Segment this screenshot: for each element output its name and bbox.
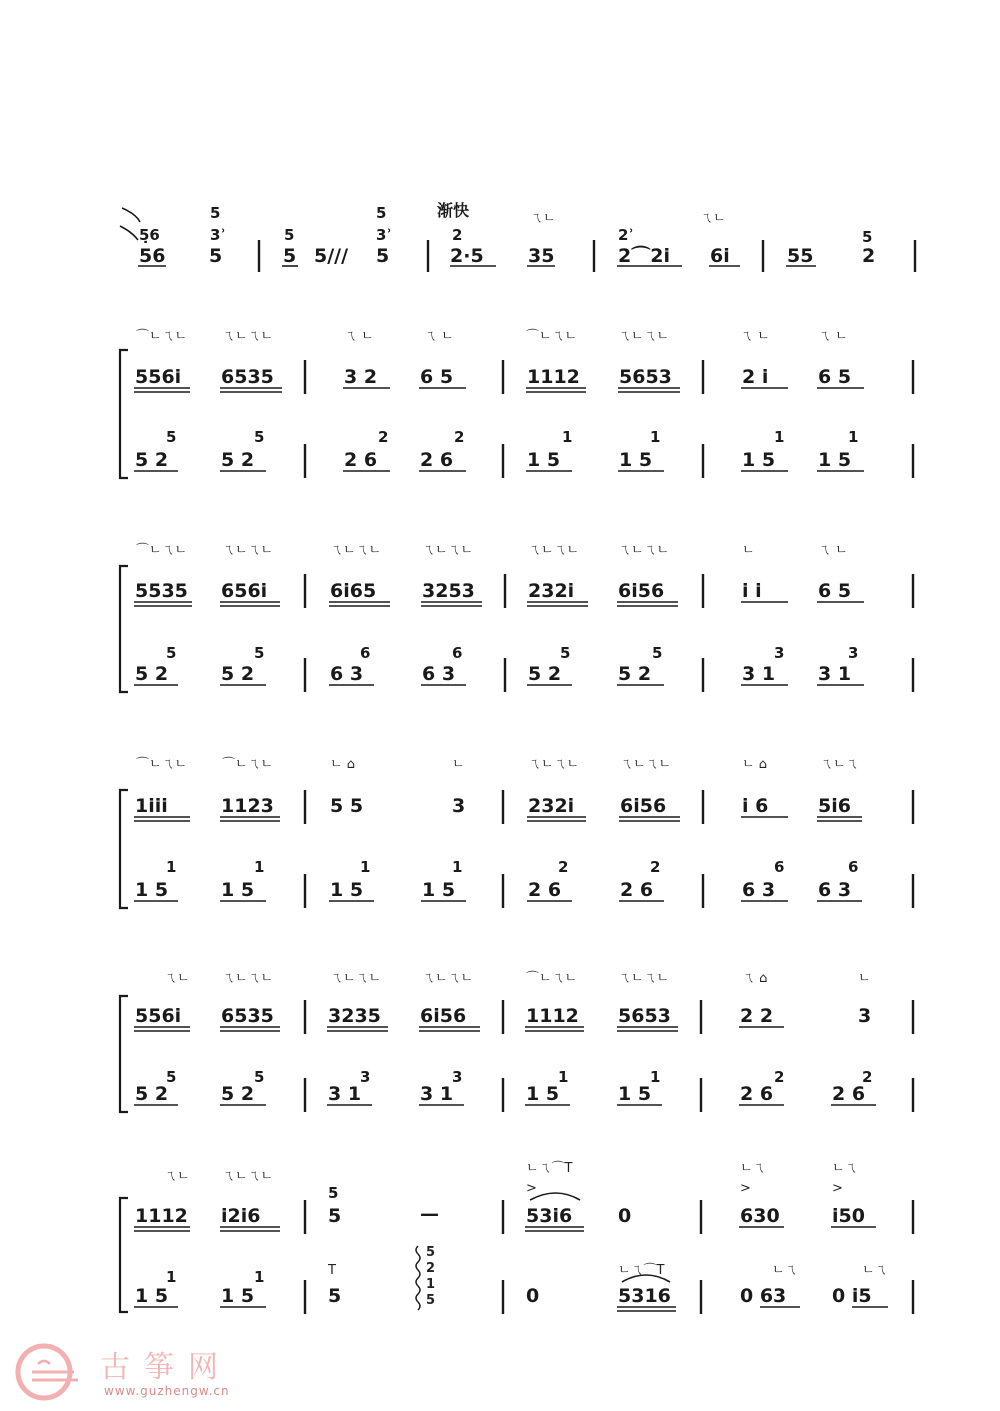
- accent-mark: >: [832, 1181, 843, 1196]
- note-group: 3235: [328, 1005, 381, 1027]
- note-group: 5 2: [221, 449, 255, 471]
- lower-upper-note: 5: [254, 1068, 265, 1086]
- upper-note: 3ʾ: [376, 226, 392, 244]
- lower-upper-note: 5: [166, 1068, 177, 1086]
- technique-mark: ㄴㄟ⌒T: [526, 1161, 573, 1176]
- lower-upper-note: 1: [650, 428, 661, 446]
- technique-mark: ㄟㄴㄟㄴ: [620, 757, 672, 772]
- note-group: 1 5: [135, 1285, 169, 1307]
- lower-upper-note: 1: [254, 1268, 265, 1286]
- lower-upper-note: 5: [254, 428, 265, 446]
- note-group: 1 5: [221, 1285, 255, 1307]
- note-group: 5653: [618, 1005, 671, 1027]
- lower-upper-note: 5: [166, 428, 177, 446]
- lower-upper-note: 1: [452, 858, 463, 876]
- technique-mark: ㄟㄴㄟㄴ: [422, 543, 474, 558]
- note-group: 2·5: [450, 245, 484, 267]
- upper-note: 3ʾ: [210, 226, 226, 244]
- note-group: 2 6: [420, 449, 454, 471]
- lower-upper-note: 3: [848, 644, 859, 662]
- system-brace: [120, 790, 128, 908]
- note-group: 1 5: [135, 879, 169, 901]
- note-group: 6 5: [420, 366, 454, 388]
- upper-note: 5: [210, 204, 221, 222]
- tie-arc: [530, 1193, 580, 1200]
- upper-note: 2ʾ: [618, 226, 634, 244]
- note-group: 5 2: [528, 663, 562, 685]
- note-group: 1 5: [526, 1083, 560, 1105]
- note-group: 2: [862, 245, 876, 267]
- technique-mark: ㄴ: [452, 757, 465, 772]
- note-group: 2 6: [620, 879, 654, 901]
- technique-mark: ㄴㄟ: [772, 1263, 798, 1278]
- note-group: 6i: [710, 245, 730, 267]
- note-group: 53i6: [526, 1205, 573, 1227]
- note-group: 6i56: [420, 1005, 467, 1027]
- accent-mark: >: [740, 1181, 751, 1196]
- note-group: 232i: [528, 795, 575, 817]
- watermark-title: 古筝网: [100, 1350, 232, 1385]
- note-group: 5 2: [135, 449, 169, 471]
- lower-upper-note: 1: [562, 428, 573, 446]
- note-group: 2 2: [740, 1005, 774, 1027]
- lower-upper-note: 5: [166, 644, 177, 662]
- note-group: 1 5: [742, 449, 776, 471]
- technique-mark: ㄟ ⌂: [742, 971, 768, 986]
- technique-mark: ㄟㄴㄟㄴ: [222, 1169, 274, 1184]
- technique-mark: ㄟㄴ: [164, 1169, 190, 1184]
- technique-mark: ㄟㄴㄟㄴ: [222, 543, 274, 558]
- note-group: 5 5: [330, 795, 364, 817]
- note-group: 3 1: [818, 663, 852, 685]
- arpeggio-note: 5: [426, 1293, 436, 1308]
- lower-upper-note: 1: [254, 858, 265, 876]
- slur-mark: [122, 208, 140, 222]
- lower-upper-note: 6: [848, 858, 859, 876]
- technique-mark: ㄟ ㄴ: [344, 329, 374, 344]
- note-group: 5///: [314, 245, 349, 267]
- technique-mark: ㄟㄴ: [164, 971, 190, 986]
- note-group: 1112: [527, 366, 580, 388]
- note-group: 3 2: [344, 366, 378, 388]
- lower-upper-note: 6: [774, 858, 785, 876]
- note-group: 5 2: [618, 663, 652, 685]
- technique-mark: ⌒ㄴㄟㄴ: [526, 971, 578, 986]
- technique-mark: ㄴ: [858, 971, 871, 986]
- lower-upper-note: 3: [774, 644, 785, 662]
- note-group: 0: [618, 1205, 632, 1227]
- lower-upper-note: 1: [360, 858, 371, 876]
- note-group: i2i6: [221, 1205, 261, 1227]
- note-group: 6 5: [818, 366, 852, 388]
- note-group: 656i: [221, 580, 268, 602]
- note-group: 5535: [135, 580, 188, 602]
- upper-note: 5̣6: [139, 226, 160, 244]
- note-group: 630: [740, 1205, 780, 1227]
- technique-mark: ㄟㄴㄟㄴ: [330, 543, 382, 558]
- note-group: 2 6: [832, 1083, 866, 1105]
- system-brace: [120, 996, 128, 1112]
- note-group: 6i56: [620, 795, 667, 817]
- note-group: 6i56: [618, 580, 665, 602]
- technique-mark: ㄟㄴㄟㄴ: [422, 971, 474, 986]
- lower-upper-note: 3: [452, 1068, 463, 1086]
- note-group: 2 6: [528, 879, 562, 901]
- note-group: 3 1: [328, 1083, 362, 1105]
- lower-upper-note: 2: [774, 1068, 785, 1086]
- technique-mark: ㄟㄴㄟㄴ: [222, 329, 274, 344]
- lower-upper-note: 6: [360, 644, 371, 662]
- technique-mark: ⌒ㄴㄟㄴ: [136, 329, 188, 344]
- note-group: i i: [742, 580, 762, 602]
- technique-mark: ㄟㄴㄟㄴ: [618, 971, 670, 986]
- note-group: 1112: [526, 1005, 579, 1027]
- tempo-mark: 渐快: [437, 201, 470, 220]
- note-group: 5: [328, 1285, 342, 1307]
- technique-mark: ㄴㄟ: [862, 1263, 888, 1278]
- note-group: 6535: [221, 366, 274, 388]
- note-group: 5i6: [818, 795, 851, 817]
- note-group: 2 i: [742, 366, 769, 388]
- note-group: 1 5: [619, 449, 653, 471]
- note-group: 1 5: [527, 449, 561, 471]
- upper-note: 5: [862, 228, 873, 246]
- note-group: 6 3: [742, 879, 776, 901]
- note-group: 3: [858, 1005, 872, 1027]
- note-group: i 6: [742, 795, 769, 817]
- note-group: 5316: [618, 1285, 671, 1307]
- note-group: 2 6: [740, 1083, 774, 1105]
- technique-mark: ⌒ㄴㄟㄴ: [526, 329, 578, 344]
- technique-mark: ㄴ ⌂: [742, 757, 767, 772]
- note-group: 1iii: [135, 795, 168, 817]
- score-row-3: [120, 543, 913, 692]
- arpeggio-note: 2: [426, 1261, 436, 1276]
- technique-mark: ㄴㄟ⌒T: [618, 1263, 665, 1278]
- technique-mark: ⌒ㄴㄟㄴ: [136, 543, 188, 558]
- watermark: [8, 1338, 268, 1404]
- lower-upper-note: 5: [652, 644, 663, 662]
- lower-upper-note: 2: [650, 858, 661, 876]
- technique-mark: ㄟㄴㄟㄴ: [528, 543, 580, 558]
- note-group: 5: [209, 245, 223, 267]
- note-group: 6 3: [330, 663, 364, 685]
- lower-upper-note: 2: [454, 428, 465, 446]
- lower-upper-note: 1: [774, 428, 785, 446]
- score-row-1: [120, 201, 915, 272]
- technique-mark: ⌒ㄴㄟㄴ: [222, 757, 274, 772]
- note-group: 1 5: [618, 1083, 652, 1105]
- arpeggio-note: 1: [426, 1277, 436, 1292]
- note-group: 3253: [422, 580, 475, 602]
- score-row-5: [120, 971, 913, 1112]
- note-group: 556i: [135, 1005, 182, 1027]
- technique-mark: ㄟㄴㄟㄴ: [330, 971, 382, 986]
- accent-mark: >: [526, 1181, 537, 1196]
- score-row-4: [120, 757, 913, 908]
- technique-mark: ㄴㄟ: [740, 1161, 766, 1176]
- note-group: 0 63: [740, 1285, 787, 1307]
- upper-note: 5: [284, 226, 295, 244]
- note-group: 2 6: [344, 449, 378, 471]
- note-group: 5 2: [221, 1083, 255, 1105]
- technique-mark: ㄟㄴ: [700, 211, 726, 226]
- upper-note: 5: [376, 204, 387, 222]
- lower-upper-note: 2: [558, 858, 569, 876]
- technique-mark: ㄟㄴㄟㄴ: [618, 543, 670, 558]
- note-group: 6 5: [818, 580, 852, 602]
- lower-upper-note: 5: [254, 644, 265, 662]
- technique-mark: ㄴ: [742, 543, 755, 558]
- technique-mark: ㄟㄴㄟ: [820, 757, 859, 772]
- note-group: 1 5: [330, 879, 364, 901]
- technique-mark: ㄟ ㄴ: [818, 329, 848, 344]
- technique-mark: ㄴ ⌂: [330, 757, 355, 772]
- note-group: 35: [528, 245, 555, 267]
- note-group: 3: [452, 795, 466, 817]
- upper-note: 2: [452, 226, 463, 244]
- system-brace: [120, 1198, 128, 1312]
- note-group: 5: [283, 245, 297, 267]
- watermark-url: www.guzhengw.cn: [104, 1384, 230, 1398]
- slur-mark: [120, 226, 138, 240]
- note-group: 5: [328, 1205, 342, 1227]
- technique-mark: ㄟ ㄴ: [818, 543, 848, 558]
- upper-note: 5: [328, 1184, 339, 1202]
- lower-upper-note: 2: [378, 428, 389, 446]
- technique-mark: ⌒ㄴㄟㄴ: [136, 757, 188, 772]
- note-group: 5: [376, 245, 390, 267]
- lower-upper-note: 5: [560, 644, 571, 662]
- note-group: 5653: [619, 366, 672, 388]
- note-group: 6i65: [330, 580, 377, 602]
- note-group: 1 5: [221, 879, 255, 901]
- arpeggio-icon: [416, 1246, 420, 1310]
- score-row-2: [120, 329, 913, 478]
- lower-upper-note: 1: [166, 858, 177, 876]
- note-group: 1 5: [818, 449, 852, 471]
- lower-upper-note: 2: [862, 1068, 873, 1086]
- technique-mark: ㄟㄴㄟㄴ: [222, 971, 274, 986]
- note-group: 1 5: [422, 879, 456, 901]
- note-group: 6 3: [422, 663, 456, 685]
- note-group: 556i: [135, 366, 182, 388]
- system-brace: [120, 566, 128, 692]
- technique-mark: ㄴㄟ: [832, 1161, 858, 1176]
- note-group: 5 2: [221, 663, 255, 685]
- note-group: 1123: [221, 795, 274, 817]
- lower-upper-note: 1: [558, 1068, 569, 1086]
- note-group: 6 3: [818, 879, 852, 901]
- technique-mark: ㄟㄴㄟㄴ: [528, 757, 580, 772]
- note-group: 56: [139, 245, 166, 267]
- note-group: 2⌒2i: [618, 245, 670, 267]
- technique-mark: ㄟㄴㄟㄴ: [618, 329, 670, 344]
- note-group: 1112: [135, 1205, 188, 1227]
- note-group: 5 2: [135, 663, 169, 685]
- lower-upper-note: 6: [452, 644, 463, 662]
- technique-mark: T: [328, 1263, 336, 1278]
- lower-upper-note: 3: [360, 1068, 371, 1086]
- note-group: 55: [787, 245, 814, 267]
- note-group: 5 2: [135, 1083, 169, 1105]
- technique-mark: ㄟ ㄴ: [740, 329, 770, 344]
- note-group: i50: [832, 1205, 865, 1227]
- note-group: 3 1: [420, 1083, 454, 1105]
- lower-upper-note: 1: [848, 428, 859, 446]
- note-group: 0 i5: [832, 1285, 872, 1307]
- note-group: 6535: [221, 1005, 274, 1027]
- system-brace: [120, 350, 128, 478]
- note-group: 232i: [528, 580, 575, 602]
- lower-upper-note: 1: [650, 1068, 661, 1086]
- score-row-6: [120, 1161, 913, 1314]
- arpeggio-note: 5: [426, 1245, 436, 1260]
- lower-upper-note: 1: [166, 1268, 177, 1286]
- note-group: 3 1: [742, 663, 776, 685]
- dash: —: [420, 1203, 439, 1225]
- note-group: 0: [526, 1285, 540, 1307]
- technique-mark: ㄟ ㄴ: [424, 329, 454, 344]
- technique-mark: ㄟㄴ: [530, 211, 556, 226]
- guzheng-logo-icon: [8, 1338, 96, 1404]
